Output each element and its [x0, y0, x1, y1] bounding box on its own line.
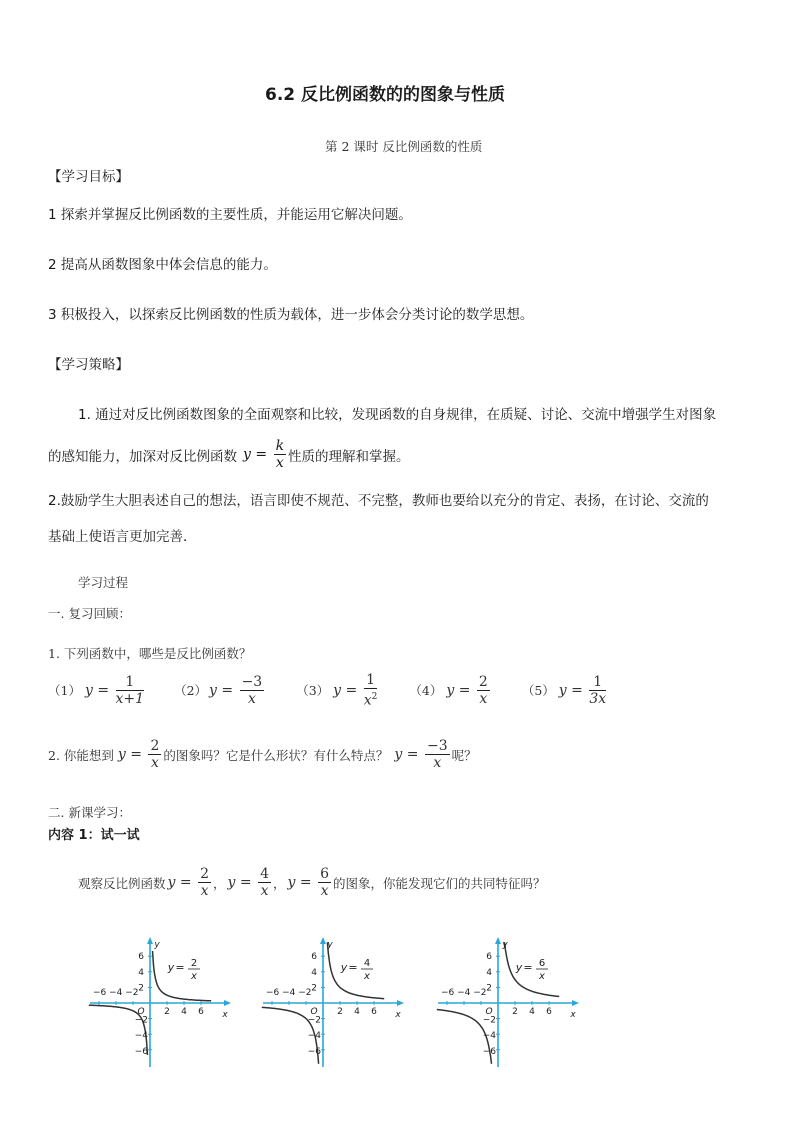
objective-item: 2 提高从函数图象中体会信息的能力。: [48, 257, 277, 273]
strategy-p2-line2: 基础上使语言更加完善．: [48, 529, 197, 545]
y-tick-label: −4: [307, 1031, 321, 1042]
x-tick-label: 6: [198, 1007, 204, 1017]
y-tick-label: −6: [134, 1046, 148, 1057]
strategy-p1-before: 的感知能力，加深对反比例函数: [48, 448, 237, 465]
formula-y-6-x: y = $\frac{6}{x}$: [287, 866, 329, 899]
strategy-p1-line2: [48, 438, 410, 471]
graph-y-4-x: [258, 935, 408, 1070]
y-tick-label: 4: [486, 967, 492, 978]
objective-item: 1 探索并掌握反比例函数的主要性质，并能运用它解决问题。: [48, 207, 412, 223]
origin-label: O: [485, 1007, 493, 1017]
x-axis-label: x: [395, 1010, 401, 1020]
y-tick-label: 6: [311, 952, 317, 963]
graph-y-6-x: [433, 935, 583, 1070]
graph-y-2-x: [85, 935, 235, 1070]
y-tick-label: 6: [138, 952, 144, 963]
x-tick-label: 2: [512, 1007, 518, 1017]
curve-label-num: 2: [190, 958, 198, 969]
origin-label: O: [310, 1007, 318, 1017]
x-tick-labels-negative: −6 −4 −2: [266, 988, 312, 998]
option-label: （3）: [296, 683, 330, 699]
process-heading: 学习过程: [78, 575, 129, 590]
y-tick-label: −6: [482, 1046, 496, 1057]
y-axis-arrow: [495, 937, 501, 944]
curve-label-eq: =: [523, 961, 533, 974]
formula-y-2-x: y = $\frac{2}{x}$: [117, 738, 160, 771]
option-formula: y = $\frac{1}{x^2}$: [333, 672, 378, 709]
x-tick-label: 6: [371, 1007, 377, 1017]
x-axis-label: x: [222, 1010, 228, 1020]
option-formula: y = $\frac{1}{x+1}$: [84, 673, 145, 707]
content-1-heading: 内容 1：试一试: [48, 828, 140, 843]
review-heading: 一. 复习回顾：: [48, 606, 131, 621]
y-tick-label: 2: [138, 983, 144, 994]
option-formula: y = $\frac{2}{x}$: [446, 673, 488, 707]
new-lesson-heading: 二. 新课学习：: [48, 805, 131, 820]
hyperbola-branch-q1: [153, 951, 212, 1001]
y-tick-label: −2: [482, 1015, 496, 1026]
option-formula: y = $\frac{-3}{x}$: [209, 673, 263, 707]
curve-label-y: y: [340, 961, 348, 974]
option-label: （1）: [48, 683, 81, 699]
page-title: 6.2 反比例函数的的图象与性质: [265, 85, 506, 105]
curve-label-y: y: [167, 961, 175, 974]
y-tick-label: 2: [486, 983, 492, 994]
x-tick-label: 6: [546, 1007, 552, 1017]
question-1: 1. 下列函数中，哪些是反比例函数？: [48, 646, 252, 661]
strategy-p2-line1: 2.鼓励学生大胆表述自己的想法，语言即使不规范、不完整，教师也要给以充分的肯定、表扬，在讨论、交流的: [48, 493, 709, 509]
option-label: （4）: [409, 683, 443, 699]
y-axis-arrow: [320, 937, 326, 944]
objective-item: 3 积极投入，以探索反比例函数的性质为载体，进一步体会分类讨论的数学思想。: [48, 307, 534, 323]
x-axis-label: x: [570, 1010, 576, 1020]
y-tick-label: −2: [307, 1015, 321, 1026]
curve-label-eq: =: [348, 961, 358, 974]
y-axis-label: y: [502, 940, 508, 950]
curve-label-eq: =: [175, 961, 185, 974]
y-axis-label: y: [327, 940, 333, 950]
y-tick-label: −4: [134, 1031, 148, 1042]
q1-options: [48, 672, 608, 709]
option-formula: y = $\frac{1}{3x}$: [558, 673, 607, 707]
x-tick-label: 4: [354, 1007, 360, 1017]
x-axis-arrow: [572, 1000, 579, 1006]
y-tick-label: −6: [307, 1046, 321, 1057]
curve-label-den: x: [191, 971, 197, 982]
strategy-p1-line1: 1. 通过对反比例函数图象的全面观察和比较，发现函数的自身规律，在质疑、讨论、交流中增强学生对图象: [78, 407, 717, 423]
question-2: 2. 你能想到 y = $\frac{2}{x}$ 的图象吗？它是什么形状？有什么特点？ y = $\frac{-3}{x}$ 呢？: [48, 738, 477, 771]
curve-label-num: 4: [363, 958, 371, 969]
curve-label-num: 6: [538, 958, 546, 969]
strategy-p1-after: 性质的理解和掌握。: [288, 448, 410, 465]
formula-y-2-x: y = $\frac{2}{x}$: [167, 866, 209, 899]
x-tick-label: 2: [164, 1007, 170, 1017]
x-tick-label: 4: [181, 1007, 187, 1017]
y-axis-arrow: [147, 937, 153, 944]
y-tick-label: 2: [311, 983, 317, 994]
x-tick-label: 4: [529, 1007, 535, 1017]
x-tick-label: 2: [337, 1007, 343, 1017]
y-axis-label: y: [154, 940, 160, 950]
x-tick-labels-negative: −6 −4 −2: [93, 988, 139, 998]
option-label: （2）: [174, 683, 208, 699]
observe-line: 观察反比例函数 y = $\frac{2}{x}$ ， y = $\frac{4}{x}$ ， y = $\frac{6}{x}$ 的图象，你能发现它们的共同特征吗？: [78, 866, 546, 899]
y-tick-label: 6: [486, 952, 492, 963]
curve-label-den: x: [539, 971, 545, 982]
formula-y-4-x: y = $\frac{4}{x}$: [227, 866, 269, 899]
y-tick-label: 4: [138, 967, 144, 978]
page-subtitle: 第 2 课时 反比例函数的性质: [325, 139, 483, 154]
origin-label: O: [137, 1007, 145, 1017]
curve-label-den: x: [364, 971, 370, 982]
y-tick-label: −2: [134, 1015, 148, 1026]
x-tick-labels-negative: −6 −4 −2: [441, 988, 487, 998]
y-tick-label: −4: [482, 1031, 496, 1042]
formula-y-k-x: y = $\frac{k}{x}$: [243, 438, 285, 471]
formula-y-neg3-x: y = $\frac{-3}{x}$: [394, 738, 448, 771]
x-axis-arrow: [224, 1000, 231, 1006]
y-tick-label: 4: [311, 967, 317, 978]
strategy-heading: 【学习策略】: [48, 357, 129, 373]
curve-label-y: y: [515, 961, 523, 974]
objectives-heading: 【学习目标】: [48, 169, 129, 185]
option-label: （5）: [521, 683, 555, 699]
x-axis-arrow: [397, 1000, 404, 1006]
